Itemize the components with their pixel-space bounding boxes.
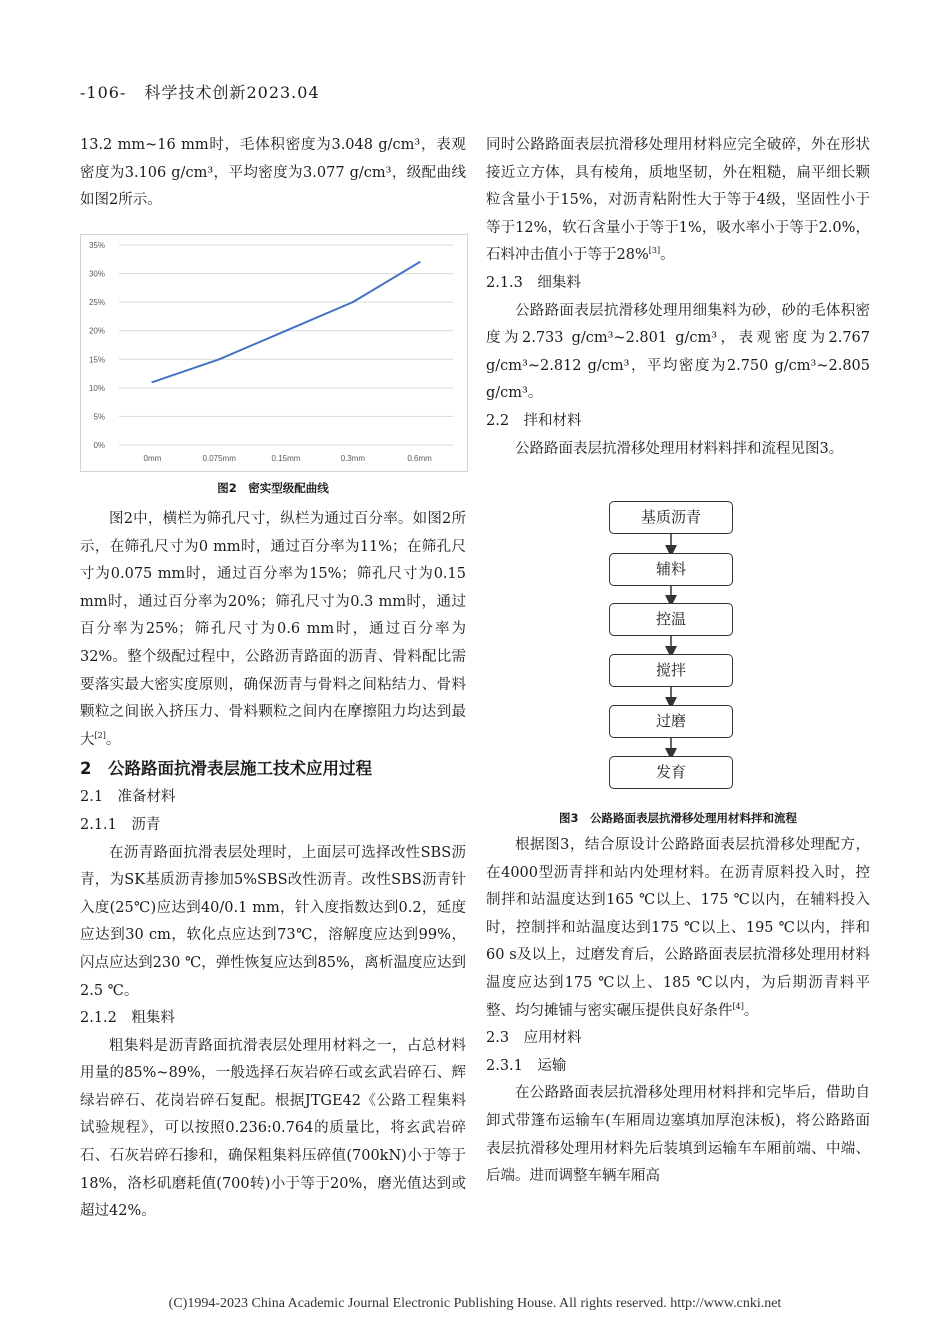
data-point (352, 301, 354, 303)
flow-arrows (609, 500, 735, 790)
data-point (419, 261, 421, 263)
page-number: -106- (80, 83, 127, 102)
x-tick-label: 0.15mm (271, 454, 301, 463)
intro-paragraph: 13.2 mm~16 mm时，毛体积密度为3.048 g/cm³，表观密度为3.106 g/cm³，平均密度为3.077 g/cm³，级配曲线如图2所示。 (80, 137, 466, 209)
data-point (285, 330, 287, 332)
section-2-3-1-heading: 2.3.1 运输 (486, 1057, 567, 1074)
flow-step-base-asphalt: 基质沥青 (609, 501, 733, 534)
y-tick-label: 25% (88, 298, 105, 308)
flow-step-milling: 过磨 (609, 705, 733, 738)
citation-2[interactable]: [2] (94, 730, 106, 740)
figure-3-flowchart (609, 500, 735, 790)
y-tick-label: 30% (88, 269, 105, 279)
data-point (218, 358, 220, 360)
copyright-footer: (C)1994-2023 China Academic Journal Electronic Publishing House. All rights reserved. http://www.cnki.net (168, 1296, 782, 1311)
flow-step-auxiliary: 辅料 (609, 553, 733, 586)
citation-4[interactable]: [4] (732, 1001, 744, 1011)
section-2-1-1-heading: 2.1.1 沥青 (80, 816, 161, 833)
material-requirements-paragraph: 同时公路路面表层抗滑移处理用材料应完全破碎，外在形状接近立方体，具有棱角，质地坚韧，外在粗糙，扁平细长颗粒含量小于15%，对沥青粘附性大于等于4级，坚固性小于等于12%，软石含量小于等于1%，吸水率小于等于2.0%，石料冲击值小于等于28%[3]。 (486, 137, 870, 264)
section-2-heading: 2 公路路面抗滑表层施工技术应用过程 (80, 759, 372, 779)
transport-paragraph: 在公路路面表层抗滑移处理用材料拌和完毕后，借助自卸式带篷布运输车(车厢周边塞填加厚泡沫板)，将公路路面表层抗滑移处理用材料先后装填到运输车车厢前端、中端、后端。进而调整车辆车厢高 (486, 1085, 870, 1185)
asphalt-paragraph: 在沥青路面抗滑表层处理时，上面层可选择改性SBS沥青，为SK基质沥青掺加5%SBS改性沥青。改性SBS沥青针入度(25℃)应达到40/0.1 mm，针入度指数达到0.2，延度应达到30 cm，软化点应达到73℃，溶解度应达到99%，闪点应达到230 ℃，弹性恢复应达到85%，离析温度应达到2.5 ℃。 (80, 844, 466, 999)
grading-curve-chart (81, 235, 467, 471)
x-tick-label: 0.6mm (407, 454, 432, 463)
figure-2-caption: 图2 密实型级配曲线 (217, 481, 329, 495)
right-column-main (486, 832, 870, 1191)
flow-step-maturing: 发育 (609, 756, 733, 789)
y-tick-label: 10% (88, 383, 105, 393)
section-2-1-heading: 2.1 准备材料 (80, 789, 176, 806)
mixing-process-paragraph: 根据图3，结合原设计公路路面表层抗滑移处理配方，在4000型沥青拌和站内处理材料。在沥青原料投入时，控制拌和站温度达到165 ℃以上、175 ℃以内，在辅料投入时，控制拌和站温度达到175 ℃以上、195 ℃以内，拌和60 s及以上，过磨发育后，公路路面表层抗滑移处理用材料温度应达到175 ℃以上、185 ℃以内，为后期沥青料平整、均匀摊铺与密实碾压提供良好条件[4]。 (486, 837, 870, 1019)
figure-2-description: 图2中，横栏为筛孔尺寸，纵栏为通过百分率。如图2所示，在筛孔尺寸为0 mm时，通过百分率为11%；在筛孔尺寸为0.075 mm时，通过百分率为15%；筛孔尺寸为0.15 mm时，通过百分率为20%；筛孔尺寸为0.3 mm时，通过百分率为25%；筛孔尺寸为0.6 mm时，通过百分率为32%。整个级配过程中，公路沥青路面的沥青、骨料配比需要落实最大密实度原则，确保沥青与骨料之间粘结力、骨料颗粒之间嵌入挤压力、骨料颗粒之间内在摩擦阻力均达到最大[2]。 (80, 511, 466, 748)
mixing-intro-paragraph: 公路路面表层抗滑移处理用材料料拌和流程见图3。 (515, 440, 844, 457)
data-point (151, 381, 153, 383)
fine-aggregate-paragraph: 公路路面表层抗滑移处理用细集料为砂，砂的毛体积密度为2.733 g/cm³~2.801 g/cm³，表观密度为2.767 g/cm³~2.812 g/cm³，平均密度为2.750 g/cm³~2.805 g/cm³。 (486, 302, 870, 402)
x-tick-label: 0mm (143, 454, 162, 463)
section-2-1-3-heading: 2.1.3 细集料 (486, 274, 581, 291)
figure-2-chart (80, 234, 468, 472)
x-tick-label: 0.075mm (202, 454, 236, 463)
section-2-2-heading: 2.2 拌和材料 (486, 412, 582, 429)
flow-step-stirring: 搅拌 (609, 654, 733, 687)
y-tick-label: 35% (88, 241, 105, 250)
left-column-top (80, 132, 466, 215)
y-tick-label: 5% (93, 412, 105, 422)
coarse-aggregate-paragraph: 粗集料是沥青路面抗滑表层处理用材料之一，占总材料用量的85%~89%，一般选择石灰岩碎石或玄武岩碎石、辉绿岩碎石、花岗岩碎石复配。根据JTGE42《公路工程集料试验规程》，可以按照0.236:0.764的质量比，将玄武岩碎石、石灰岩碎石掺和，确保粗集料压碎值(700kN)小于等于18%，洛杉矶磨耗值(700转)小于等于20%，磨光值达到或超过42%。 (80, 1037, 466, 1220)
y-tick-label: 0% (93, 441, 105, 450)
running-header (80, 80, 320, 103)
y-tick-label: 15% (88, 355, 105, 365)
section-2-1-2-heading: 2.1.2 粗集料 (80, 1010, 175, 1027)
figure-3-caption: 图3 公路路面表层抗滑移处理用材料拌和流程 (559, 811, 797, 825)
section-2-3-heading: 2.3 应用材料 (486, 1030, 582, 1047)
y-tick-label: 20% (88, 326, 105, 336)
journal-title: 科学技术创新2023.04 (144, 83, 320, 102)
flow-step-temperature-control: 控温 (609, 603, 733, 636)
citation-3[interactable]: [3] (648, 246, 661, 256)
right-column-top (486, 132, 870, 463)
x-tick-label: 0.3mm (340, 454, 366, 463)
series-line (152, 262, 419, 382)
left-column-main (80, 506, 466, 1226)
